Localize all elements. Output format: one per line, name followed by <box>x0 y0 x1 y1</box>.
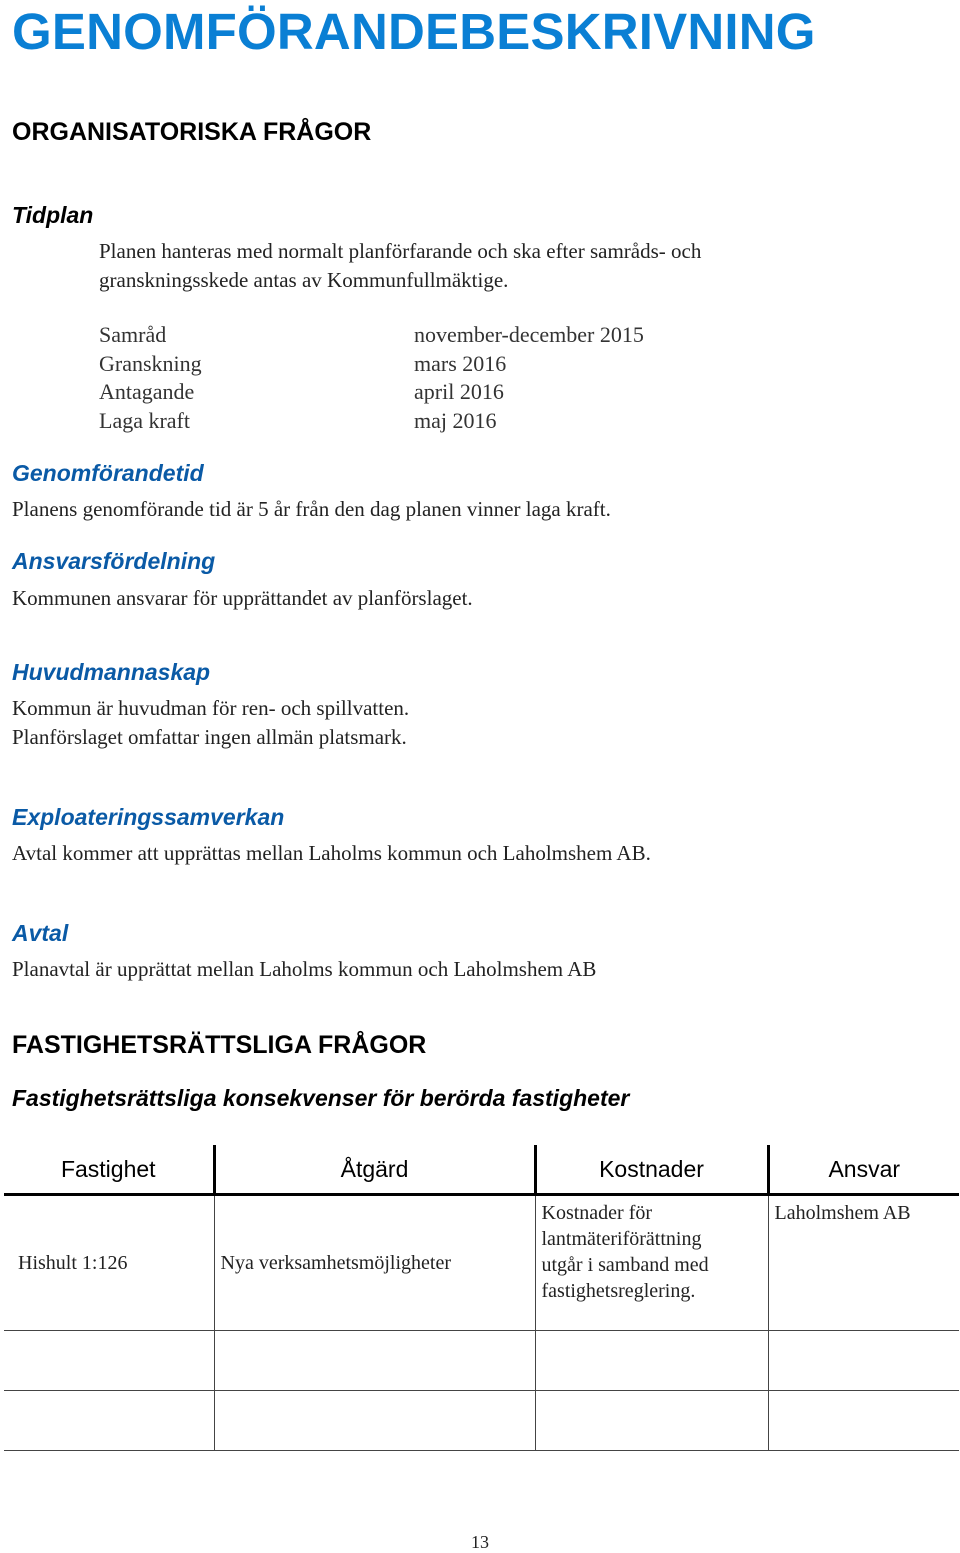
section-heading-organisatoriska: ORGANISATORISKA FRÅGOR <box>12 118 372 146</box>
schedule-phase: Samråd <box>99 322 167 347</box>
cell-kostnader-line: utgår i samband med <box>541 1254 709 1276</box>
heading-avtal: Avtal <box>12 920 69 946</box>
schedule-phase: Antagande <box>99 379 195 404</box>
heading-exploateringssamverkan: Exploateringssamverkan <box>12 804 285 830</box>
cell-ansvar: Laholmshem AB <box>768 1195 959 1331</box>
empty-cell <box>768 1331 959 1391</box>
tidplan-text-line1: Planen hanteras med normalt planförfarande och ska efter samråds- och <box>99 239 702 263</box>
empty-cell <box>214 1391 535 1451</box>
avtal-text: Planavtal är upprättat mellan Laholms kommun och Laholmshem AB <box>12 957 597 981</box>
column-header-kostnader: Kostnader <box>535 1145 768 1195</box>
genomforandetid-text: Planens genomförande tid är 5 år från den dag planen vinner laga kraft. <box>12 497 611 521</box>
section-heading-fastighetsrattsliga: FASTIGHETSRÄTTSLIGA FRÅGOR <box>12 1031 427 1059</box>
tidplan-text-line2: granskningsskede antas av Kommunfullmäktige. <box>99 268 509 292</box>
schedule-date: november-december 2015 <box>414 322 644 347</box>
cell-fastighet: Hishult 1:126 <box>4 1195 214 1331</box>
property-table <box>4 1145 959 1451</box>
table-row-empty <box>4 1331 959 1391</box>
schedule-date: maj 2016 <box>414 408 497 433</box>
empty-cell <box>535 1331 768 1391</box>
heading-huvudmannaskap: Huvudmannaskap <box>12 659 211 685</box>
ansvarsfordelning-text: Kommunen ansvarar för upprättandet av planförslaget. <box>12 586 473 610</box>
table-row-empty <box>4 1391 959 1451</box>
document-title: GENOMFÖRANDEBESKRIVNING <box>12 3 816 60</box>
cell-kostnader-line: fastighetsreglering. <box>541 1280 696 1302</box>
schedule-phase: Laga kraft <box>99 408 190 433</box>
subheading-konsekvenser: Fastighetsrättsliga konsekvenser för berörda fastigheter <box>12 1085 630 1111</box>
empty-cell <box>768 1391 959 1451</box>
cell-atgard: Nya verksamhetsmöjligheter <box>214 1195 535 1331</box>
heading-tidplan: Tidplan <box>12 202 94 228</box>
schedule-date: mars 2016 <box>414 351 507 376</box>
page-number: 13 <box>471 1532 489 1552</box>
cell-kostnader-line: Kostnader för <box>541 1202 653 1224</box>
table-header-row <box>4 1145 959 1195</box>
empty-cell <box>4 1391 214 1451</box>
empty-cell <box>535 1391 768 1451</box>
schedule-phase: Granskning <box>99 351 202 376</box>
exploatering-text: Avtal kommer att upprättas mellan Laholms kommun och Laholmshem AB. <box>12 841 651 865</box>
empty-cell <box>214 1331 535 1391</box>
column-header-ansvar: Ansvar <box>768 1145 959 1195</box>
empty-cell <box>4 1331 214 1391</box>
heading-ansvarsfordelning: Ansvarsfördelning <box>12 548 216 574</box>
huvudmannaskap-text-line1: Kommun är huvudman för ren- och spillvatten. <box>12 696 410 720</box>
cell-kostnader <box>535 1195 768 1331</box>
column-header-atgard: Åtgärd <box>214 1145 535 1195</box>
huvudmannaskap-text-line2: Planförslaget omfattar ingen allmän platsmark. <box>12 725 407 749</box>
heading-genomforandetid: Genomförandetid <box>12 460 204 486</box>
table-row <box>4 1195 959 1331</box>
schedule-date: april 2016 <box>414 379 504 404</box>
cell-kostnader-line: lantmäteriförättning <box>541 1228 702 1250</box>
column-header-fastighet: Fastighet <box>4 1145 214 1195</box>
